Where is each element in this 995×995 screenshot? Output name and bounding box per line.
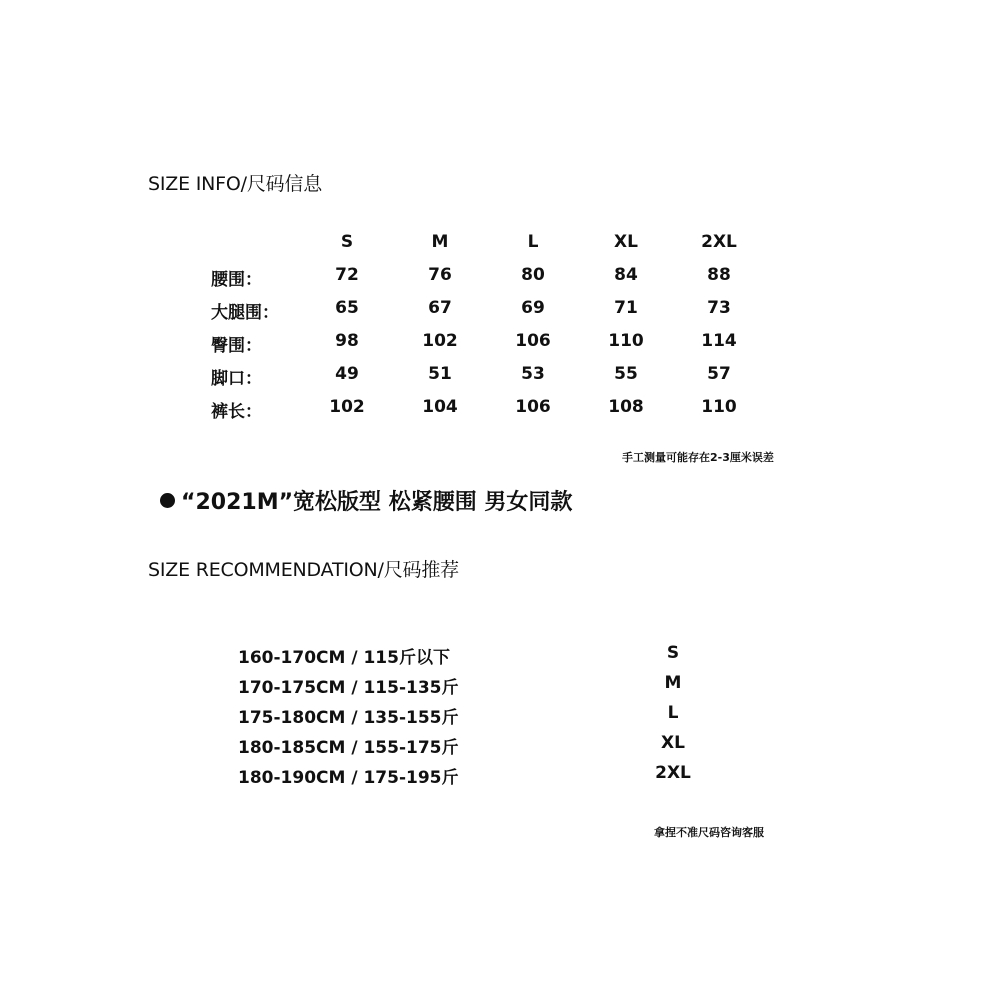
size-recommendation-title: SIZE RECOMMENDATION/尺码推荐: [148, 559, 459, 581]
feature-line: [160, 485, 572, 516]
recommendation-range: 180-190CM / 175-195斤: [238, 768, 459, 788]
column-header-m: M: [431, 232, 449, 252]
row-label-length: 裤长：: [211, 402, 262, 422]
table-cell: 51: [428, 364, 452, 384]
table-cell: 102: [422, 331, 458, 351]
bullet-dot-icon: [160, 493, 175, 508]
table-cell: 108: [608, 397, 644, 417]
measurement-note: 手工测量可能存在2-3厘米误差: [622, 451, 774, 464]
table-cell: 110: [608, 331, 644, 351]
table-cell: 69: [521, 298, 545, 318]
recommendation-range: 175-180CM / 135-155斤: [238, 708, 459, 728]
column-header-l: L: [527, 232, 539, 252]
column-header-xl: XL: [614, 232, 638, 252]
table-cell: 57: [707, 364, 731, 384]
row-label-thigh: 大腿围：: [211, 303, 279, 323]
recommendation-size: M: [664, 673, 682, 693]
table-cell: 80: [521, 265, 545, 285]
table-cell: 104: [422, 397, 458, 417]
table-cell: 114: [701, 331, 737, 351]
recommendation-range: 180-185CM / 155-175斤: [238, 738, 459, 758]
table-cell: 106: [515, 331, 551, 351]
table-cell: 98: [335, 331, 359, 351]
customer-service-note: 拿捏不准尺码咨询客服: [654, 826, 764, 839]
feature-text: “2021M”宽松版型 松紧腰围 男女同款: [181, 490, 573, 515]
recommendation-size: 2XL: [655, 763, 691, 783]
recommendation-size: S: [666, 643, 680, 663]
table-cell: 88: [707, 265, 731, 285]
table-cell: 102: [329, 397, 365, 417]
recommendation-size: L: [667, 703, 679, 723]
column-header-s: S: [340, 232, 354, 252]
table-cell: 65: [335, 298, 359, 318]
recommendation-size: XL: [661, 733, 685, 753]
row-label-leg-opening: 脚口：: [211, 369, 262, 389]
table-cell: 72: [335, 265, 359, 285]
row-label-hip: 臀围：: [211, 336, 262, 356]
recommendation-range: 170-175CM / 115-135斤: [238, 678, 459, 698]
table-cell: 55: [614, 364, 638, 384]
table-cell: 53: [521, 364, 545, 384]
table-cell: 67: [428, 298, 452, 318]
table-cell: 71: [614, 298, 638, 318]
table-cell: 84: [614, 265, 638, 285]
table-cell: 49: [335, 364, 359, 384]
table-cell: 76: [428, 265, 452, 285]
table-cell: 106: [515, 397, 551, 417]
row-label-waist: 腰围：: [211, 270, 262, 290]
recommendation-range: 160-170CM / 115斤以下: [238, 648, 450, 668]
table-cell: 110: [701, 397, 737, 417]
column-header-2xl: 2XL: [701, 232, 737, 252]
size-info-title: SIZE INFO/尺码信息: [148, 173, 323, 195]
table-cell: 73: [707, 298, 731, 318]
